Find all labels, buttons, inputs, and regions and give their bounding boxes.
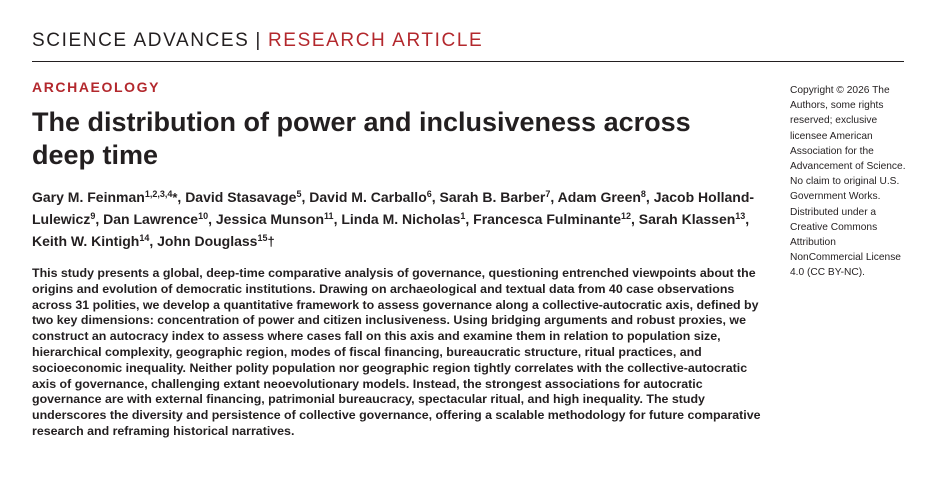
author[interactable] <box>157 233 275 249</box>
author-affiliation: 9 <box>90 211 96 221</box>
author[interactable] <box>216 211 341 227</box>
section-label: ARCHAEOLOGY <box>32 79 161 95</box>
author-affiliation: 14 <box>139 233 150 243</box>
author-affiliation: 1 <box>460 211 466 221</box>
author[interactable] <box>639 211 749 227</box>
author-name: Keith W. Kintigh <box>32 233 140 249</box>
author-separator: , <box>177 189 186 205</box>
author-affiliation: 15 <box>257 233 268 243</box>
author-separator: , <box>745 211 750 227</box>
author-name: John Douglass <box>157 233 258 249</box>
author-affiliation: 11 <box>324 211 334 221</box>
author-name: David Stasavage <box>185 189 297 205</box>
author-list <box>32 186 772 252</box>
author-affiliation: 10 <box>198 211 209 221</box>
author[interactable] <box>341 211 473 227</box>
author-separator: , <box>95 211 104 227</box>
author-mark: * <box>172 190 178 205</box>
header-separator: | <box>255 30 262 51</box>
abstract: This study presents a global, deep-time comparative analysis of governance, questioning entrenched viewpoints about the origins and evolution of democratic institutions. Drawing on archaeological and textual data from 40 case observations across 31 polities, we develop a quantitative framework to assess governance along a collective-autocratic axis, defined by two key dimensions: concentration of power and citizen inclusiveness. Using bridging arguments and robust proxies, we construct an autocracy index to assess where cases fall on this axis and examine them in relation to population size, hierarchical complexity, geographic region, modes of fiscal financing, bureaucratic structure, ritual practices, and socioeconomic inequality. Neither polity population nor geographic region tightly correlates with the collective-autocratic axis of governance, challenging extant neoevolutionary models. Instead, the strongest associations for autocratic governance are with external financing, patrimonial bureaucracy, spectacular ritual, and high inequality. The study underscores the diversity and persistence of collective governance, offering a scalable methodology for future comparative research and reframing historical narratives. <box>32 266 761 438</box>
author-separator: , <box>631 211 639 227</box>
author[interactable] <box>558 189 654 205</box>
author[interactable] <box>103 211 216 227</box>
author-name: David M. Carballo <box>309 189 427 205</box>
author-name: Jessica Munson <box>215 211 325 227</box>
author-separator: , <box>645 189 654 205</box>
author-name: Jacob Holland-Lulewicz <box>32 189 755 227</box>
author-name: Francesca Fulminante <box>473 211 621 227</box>
author-separator: , <box>431 189 440 205</box>
article-title: The distribution of power and inclusiveness across deep time <box>32 107 691 170</box>
author-separator: , <box>149 233 158 249</box>
author-mark: † <box>267 234 275 249</box>
author-affiliation: 1,2,3,4 <box>144 189 173 199</box>
author-affiliation: 5 <box>296 189 302 199</box>
author-separator: , <box>301 189 310 205</box>
author-name: Dan Lawrence <box>103 211 199 227</box>
author-separator: , <box>208 211 216 227</box>
journal-header <box>32 30 483 52</box>
author-affiliation: 7 <box>545 189 551 199</box>
author-affiliation: 13 <box>735 211 746 221</box>
author[interactable] <box>185 189 309 205</box>
author-affiliation: 6 <box>426 189 432 199</box>
author-name: Linda M. Nicholas <box>341 211 461 227</box>
author-affiliation: 8 <box>640 189 646 199</box>
header-divider <box>32 61 904 62</box>
author[interactable] <box>440 189 558 205</box>
author-separator: , <box>550 189 558 205</box>
author-name: Sarah B. Barber <box>439 189 546 205</box>
author[interactable] <box>309 189 439 205</box>
journal-name: SCIENCE ADVANCES <box>32 30 250 51</box>
author[interactable] <box>32 189 185 205</box>
author-separator: , <box>333 211 342 227</box>
author-name: Sarah Klassen <box>638 211 736 227</box>
author[interactable] <box>32 233 157 249</box>
author-name: Gary M. Feinman <box>32 189 145 205</box>
author[interactable] <box>473 211 639 227</box>
author-name: Adam Green <box>557 189 641 205</box>
article-type: RESEARCH ARTICLE <box>267 30 484 51</box>
copyright-notice: Copyright © 2026 The Authors, some rights reserved; exclusive licensee American Association for the Advancement of Science. No claim to original U.S. Government Works. Distributed under a Creative Commons Attribution NonCommercial License 4.0 (CC BY-NC). <box>790 85 906 279</box>
author-separator: , <box>465 211 474 227</box>
author-affiliation: 12 <box>620 211 631 221</box>
